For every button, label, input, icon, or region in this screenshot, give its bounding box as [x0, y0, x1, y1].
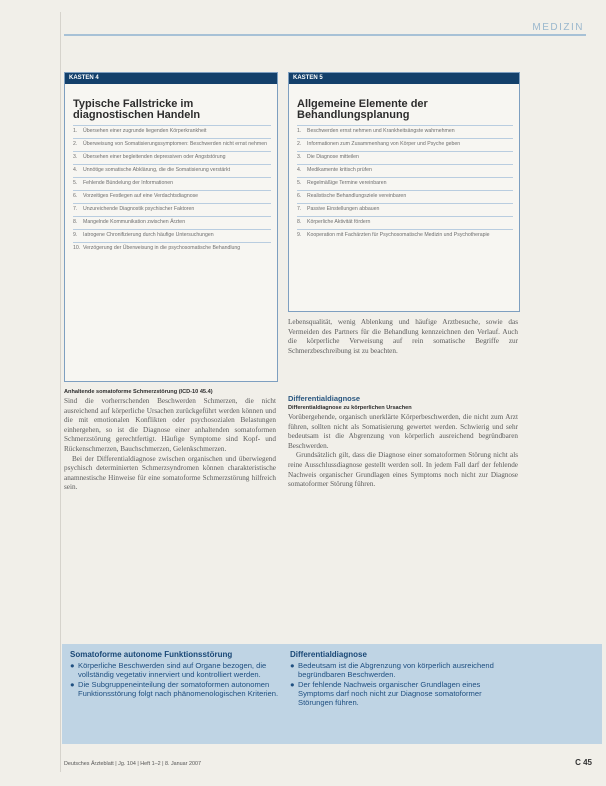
- bullet-icon: ●: [70, 679, 75, 689]
- left-paragraph-1: Sind die vorherrschenden Beschwerden Schmerzen, die nicht ausreichend auf körperliche Ursachen zurückgeführt werden können und die mit emotionalen Konflikten oder psychosozialen Belastungen einhergehen, so ist die Diagnose einer anhaltenden somatoformen Schmerzstörung gerechtfertigt. Häufige Symptome sind Kopf- und Rückenschmerzen, Bauchschmerzen, Gelenkschmerzen.: [64, 397, 276, 453]
- box-4-title: Typische Fallstricke im diagnostischen Handeln: [73, 98, 201, 121]
- list-item: 8. Körperliche Aktivität fördern: [297, 216, 513, 229]
- footer-citation: Deutsches Ärzteblatt | Jg. 104 | Heft 1–2 | 8. Januar 2007: [64, 761, 201, 767]
- list-item: 1. Übersehen einer zugrunde liegenden Körperkrankheit: [73, 125, 271, 138]
- list-item: 3. Die Diagnose mitteilen: [297, 151, 513, 164]
- list-item: 3. Übersehen einer begleitenden depressiven oder Angststörung: [73, 151, 271, 164]
- section-label: MEDIZIN: [532, 22, 584, 33]
- list-item: 2. Überweisung von Somatisierungssymptomen: Beschwerden nicht ernst nehmen: [73, 138, 271, 151]
- list-item: 10. Verzögerung der Überweisung in die psychosomatische Behandlung: [73, 242, 271, 255]
- summary-left: [70, 650, 284, 698]
- summary-right-title: Differentialdiagnose: [290, 650, 367, 659]
- header-rule: [64, 34, 586, 36]
- list-item: 2. Informationen zum Zusammenhang von Körper und Psyche geben: [297, 138, 513, 151]
- list-item: 4. Unnötige somatische Abklärung, die die Somatisierung verstärkt: [73, 164, 271, 177]
- box-5-tag: KASTEN 5: [289, 73, 519, 84]
- bullet-icon: ●: [70, 661, 75, 671]
- box-5-title: Allgemeine Elemente der Behandlungsplanung: [297, 98, 428, 121]
- page-number: C 45: [575, 758, 592, 767]
- summary-right: [290, 650, 514, 707]
- list-item: 9. Iatrogene Chronifizierung durch häufige Untersuchungen: [73, 229, 271, 242]
- list-item: 4. Medikamente kritisch prüfen: [297, 164, 513, 177]
- right-intro-paragraph: Lebensqualität, wenig Ablenkung und häufige Arztbesuche, sowie das Vermeiden des Partners für die Behandlung kennzeichnen den Verlauf. Auch die körperliche Verweisung auf rein somatische Begriffe zur Schmerzbeschreibung ist zu beachten.: [288, 318, 518, 355]
- summary-right-item: ● Bedeutsam ist die Abgrenzung von körperlich ausreichend begründbaren Beschwerden.: [290, 661, 494, 680]
- list-item: 6. Vorzeitiges Festlegen auf eine Verdachtsdiagnose: [73, 190, 271, 203]
- list-item: 8. Mangelnde Kommunikation zwischen Ärzten: [73, 216, 271, 229]
- right-subhead: Differentialdiagnose zu körperlichen Ursachen: [288, 405, 412, 411]
- summary-right-item: ● Der fehlende Nachweis organischer Grundlagen eines Symptoms darf noch nicht zur Diagnose somatoformer Störungen führen.: [290, 679, 482, 708]
- list-item: 6. Realistische Behandlungsziele vereinbaren: [297, 190, 513, 203]
- left-subhead: Anhaltende somatoforme Schmerzstörung (ICD-10 45.4): [64, 389, 213, 395]
- box-4-list: [73, 125, 271, 255]
- list-item: 5. Regelmäßige Termine vereinbaren: [297, 177, 513, 190]
- right-paragraph-1: Vorübergehende, organisch unerklärte Körperbeschwerden, die nicht zum Arzt führen, sollten nicht als Somatisierung gewertet werden. Schwierig und sehr bedeutsam ist die Abgrenzung von körperlich ausreichend begründbaren Beschwerden.: [288, 413, 518, 450]
- left-paragraph-2: Bei der Differentialdiagnose zwischen organischen und überwiegend psychisch determinierten Schmerzsyndromen können charakteristische anamnestische Hinweise für eine somatoforme Schmerzstörung hilfreich sein.: [64, 454, 276, 492]
- box-4: [64, 72, 278, 382]
- list-item: 1. Beschwerden ernst nehmen und Krankheitsängste wahrnehmen: [297, 125, 513, 138]
- list-item: 7. Unzureichende Diagnostik psychischer Faktoren: [73, 203, 271, 216]
- list-item: 5. Fehlende Bündelung der Informationen: [73, 177, 271, 190]
- bullet-icon: ●: [290, 679, 295, 689]
- right-paragraph-2: Grundsätzlich gilt, dass die Diagnose einer somatoformen Störung nicht als reine Ausschlussdiagnose gestellt werden soll. In jedem Fall darf der fehlende Nachweis organischer Grundlagen eines Symptoms noch nicht zur Diagnose somatoformer Störung führen.: [288, 451, 518, 489]
- list-item: 9. Kooperation mit Fachärzten für Psychosomatische Medizin und Psychotherapie: [297, 229, 513, 242]
- bullet-icon: ●: [290, 661, 295, 671]
- box-4-tag: KASTEN 4: [65, 73, 277, 84]
- summary-left-title: Somatoforme autonome Funktionsstörung: [70, 650, 233, 659]
- right-intro-column: [288, 318, 518, 356]
- right-bluehead: Differentialdiagnose: [288, 394, 361, 403]
- summary-box: [62, 644, 602, 744]
- summary-left-item: ● Körperliche Beschwerden sind auf Organe bezogen, die vollständig vegetativ innerviert und kontrolliert werden.: [70, 661, 267, 680]
- right-column: [288, 394, 518, 490]
- box-5: [288, 72, 520, 312]
- left-margin-rule: [60, 12, 61, 772]
- left-column: [64, 388, 276, 493]
- list-item: 7. Passive Einstellungen abbauen: [297, 203, 513, 216]
- summary-left-item: ● Die Subgruppeneinteilung der somatoformen autonomen Funktionsstörung folgt nach phänomenologischen Kriterien.: [70, 679, 279, 698]
- box-5-list: [297, 125, 513, 242]
